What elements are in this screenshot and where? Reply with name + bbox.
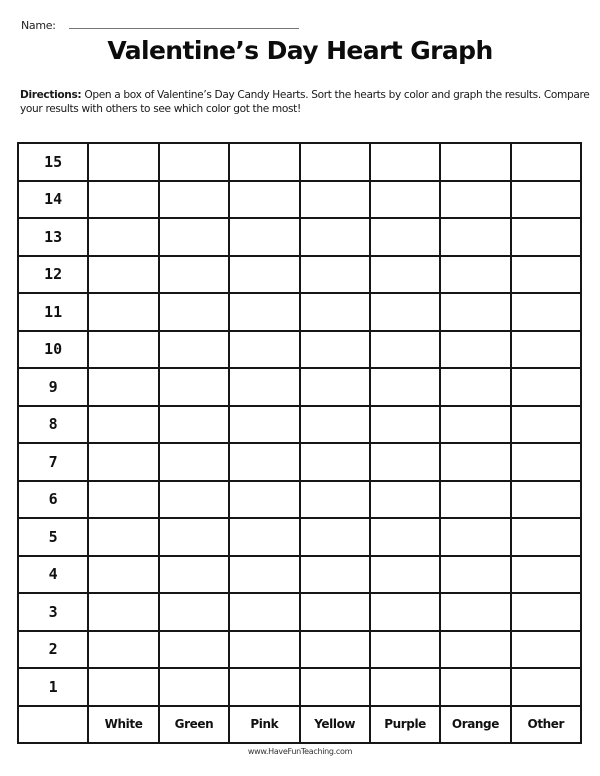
y-axis-value: 1 — [18, 668, 88, 706]
graph-cell[interactable] — [229, 181, 299, 219]
graph-cell[interactable] — [440, 518, 510, 556]
graph-cell[interactable] — [88, 406, 158, 444]
graph-cell[interactable] — [370, 518, 440, 556]
graph-cell[interactable] — [440, 631, 510, 669]
graph-cell[interactable] — [229, 293, 299, 331]
graph-cell[interactable] — [440, 181, 510, 219]
grid-row — [18, 143, 581, 181]
grid-row — [18, 668, 581, 706]
graph-cell[interactable] — [88, 256, 158, 294]
graph-cell[interactable] — [159, 443, 229, 481]
graph-cell[interactable] — [511, 556, 581, 594]
y-axis-value: 3 — [18, 593, 88, 631]
heart-graph-grid — [17, 142, 582, 744]
y-axis-value: 13 — [18, 218, 88, 256]
graph-cell[interactable] — [511, 293, 581, 331]
graph-cell[interactable] — [229, 443, 299, 481]
graph-cell[interactable] — [159, 518, 229, 556]
graph-cell[interactable] — [229, 331, 299, 369]
graph-cell[interactable] — [511, 331, 581, 369]
y-axis-value: 8 — [18, 406, 88, 444]
grid-row — [18, 406, 581, 444]
graph-cell[interactable] — [370, 631, 440, 669]
graph-cell[interactable] — [229, 631, 299, 669]
graph-cell[interactable] — [88, 443, 158, 481]
graph-cell[interactable] — [300, 256, 370, 294]
y-axis-value: 6 — [18, 481, 88, 519]
graph-cell[interactable] — [300, 368, 370, 406]
grid-row — [18, 443, 581, 481]
graph-cell[interactable] — [229, 556, 299, 594]
graph-cell[interactable] — [511, 631, 581, 669]
graph-cell[interactable] — [440, 556, 510, 594]
y-axis-value: 4 — [18, 556, 88, 594]
category-label-row — [18, 706, 581, 744]
graph-cell[interactable] — [370, 481, 440, 519]
name-row — [21, 16, 56, 32]
graph-cell[interactable] — [88, 481, 158, 519]
graph-cell[interactable] — [300, 481, 370, 519]
graph-cell[interactable] — [370, 443, 440, 481]
graph-cell[interactable] — [511, 143, 581, 181]
graph-cell[interactable] — [88, 518, 158, 556]
graph-cell[interactable] — [370, 368, 440, 406]
grid-row — [18, 593, 581, 631]
name-field[interactable] — [69, 28, 299, 29]
grid-row — [18, 481, 581, 519]
graph-cell[interactable] — [440, 406, 510, 444]
graph-cell[interactable] — [370, 593, 440, 631]
graph-cell[interactable] — [229, 218, 299, 256]
y-axis-value: 11 — [18, 293, 88, 331]
graph-cell[interactable] — [159, 143, 229, 181]
graph-cell[interactable] — [229, 406, 299, 444]
graph-cell[interactable] — [88, 218, 158, 256]
graph-cell[interactable] — [88, 556, 158, 594]
graph-cell[interactable] — [511, 593, 581, 631]
graph-cell[interactable] — [440, 368, 510, 406]
y-axis-value: 10 — [18, 331, 88, 369]
graph-cell[interactable] — [370, 406, 440, 444]
graph-cell[interactable] — [88, 143, 158, 181]
corner-cell — [18, 706, 88, 744]
graph-cell[interactable] — [300, 143, 370, 181]
graph-cell[interactable] — [370, 556, 440, 594]
category-label: Other — [511, 706, 581, 744]
y-axis-value: 9 — [18, 368, 88, 406]
graph-cell[interactable] — [229, 368, 299, 406]
graph-cell[interactable] — [88, 668, 158, 706]
category-label: Orange — [440, 706, 510, 744]
graph-cell[interactable] — [370, 143, 440, 181]
y-axis-value: 7 — [18, 443, 88, 481]
graph-cell[interactable] — [370, 331, 440, 369]
graph-cell[interactable] — [159, 368, 229, 406]
graph-cell[interactable] — [159, 218, 229, 256]
graph-cell[interactable] — [229, 668, 299, 706]
y-axis-value: 2 — [18, 631, 88, 669]
graph-cell[interactable] — [159, 668, 229, 706]
category-label: Purple — [370, 706, 440, 744]
graph-cell[interactable] — [88, 593, 158, 631]
y-axis-value: 12 — [18, 256, 88, 294]
graph-cell[interactable] — [511, 518, 581, 556]
graph-cell[interactable] — [440, 481, 510, 519]
graph-cell[interactable] — [159, 481, 229, 519]
grid-row — [18, 181, 581, 219]
graph-cell[interactable] — [300, 181, 370, 219]
graph-cell[interactable] — [440, 668, 510, 706]
grid-row — [18, 331, 581, 369]
directions-label: Directions: — [20, 89, 82, 101]
graph-cell[interactable] — [159, 593, 229, 631]
directions-text: Open a box of Valentine’s Day Candy Hearts. Sort the hearts by color and graph the results. Compare your results with others to see which color got the most! — [20, 89, 590, 115]
y-axis-value: 15 — [18, 143, 88, 181]
graph-cell[interactable] — [300, 331, 370, 369]
graph-cell[interactable] — [300, 518, 370, 556]
graph-cell[interactable] — [88, 181, 158, 219]
graph-cell[interactable] — [159, 406, 229, 444]
grid-row — [18, 556, 581, 594]
graph-cell[interactable] — [159, 556, 229, 594]
graph-cell[interactable] — [370, 668, 440, 706]
graph-cell[interactable] — [440, 593, 510, 631]
category-label: Pink — [229, 706, 299, 744]
graph-cell[interactable] — [440, 218, 510, 256]
graph-cell[interactable] — [300, 406, 370, 444]
graph-cell[interactable] — [300, 218, 370, 256]
graph-cell[interactable] — [300, 293, 370, 331]
category-label: White — [88, 706, 158, 744]
graph-cell[interactable] — [88, 331, 158, 369]
graph-cell[interactable] — [511, 181, 581, 219]
graph-cell[interactable] — [440, 256, 510, 294]
category-label: Green — [159, 706, 229, 744]
graph-cell[interactable] — [159, 631, 229, 669]
footer-website: www.HaveFunTeaching.com — [247, 747, 353, 756]
graph-cell[interactable] — [511, 368, 581, 406]
graph-cell[interactable] — [229, 481, 299, 519]
graph-cell[interactable] — [511, 481, 581, 519]
graph-cell[interactable] — [229, 143, 299, 181]
page-title: Valentine’s Day Heart Graph — [107, 36, 493, 65]
graph-cell[interactable] — [370, 181, 440, 219]
graph-cell[interactable] — [159, 181, 229, 219]
graph-cell[interactable] — [511, 256, 581, 294]
y-axis-value: 5 — [18, 518, 88, 556]
graph-cell[interactable] — [229, 593, 299, 631]
graph-cell[interactable] — [440, 143, 510, 181]
graph-cell[interactable] — [300, 668, 370, 706]
graph-cell[interactable] — [300, 631, 370, 669]
graph-cell[interactable] — [300, 443, 370, 481]
grid-row — [18, 518, 581, 556]
grid-row — [18, 631, 581, 669]
graph-cell[interactable] — [511, 406, 581, 444]
graph-cell[interactable] — [370, 256, 440, 294]
graph-cell[interactable] — [370, 293, 440, 331]
graph-cell[interactable] — [229, 518, 299, 556]
graph-cell[interactable] — [370, 218, 440, 256]
graph-cell[interactable] — [229, 256, 299, 294]
grid-row — [18, 368, 581, 406]
graph-cell[interactable] — [300, 556, 370, 594]
grid-row — [18, 293, 581, 331]
directions — [20, 89, 590, 116]
y-axis-value: 14 — [18, 181, 88, 219]
grid-row — [18, 218, 581, 256]
graph-cell[interactable] — [511, 668, 581, 706]
graph-cell[interactable] — [159, 331, 229, 369]
category-label: Yellow — [300, 706, 370, 744]
graph-cell[interactable] — [159, 256, 229, 294]
graph-cell[interactable] — [511, 443, 581, 481]
graph-cell[interactable] — [440, 443, 510, 481]
name-label: Name: — [21, 19, 56, 32]
graph-cell[interactable] — [440, 293, 510, 331]
graph-cell[interactable] — [300, 593, 370, 631]
graph-cell[interactable] — [88, 293, 158, 331]
graph-cell[interactable] — [88, 368, 158, 406]
graph-cell[interactable] — [440, 331, 510, 369]
graph-cell[interactable] — [511, 218, 581, 256]
grid-row — [18, 256, 581, 294]
graph-cell[interactable] — [88, 631, 158, 669]
graph-cell[interactable] — [159, 293, 229, 331]
